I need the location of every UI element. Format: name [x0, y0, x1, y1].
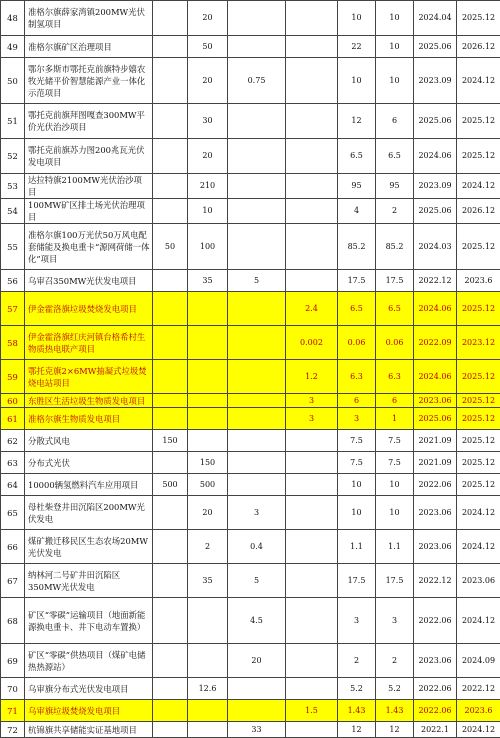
project-name: 10000辆氢燃料汽车应用项目 — [25, 474, 153, 496]
value-col-5: 85.2 — [338, 224, 376, 270]
value-col-3 — [228, 408, 286, 430]
end-date: 2024.09 — [457, 644, 500, 678]
value-col-6: 10 — [376, 474, 414, 496]
value-col-5: 10 — [338, 58, 376, 104]
table-row — [1, 58, 500, 104]
value-col-5: 95 — [338, 174, 376, 199]
value-col-2: 35 — [188, 564, 228, 598]
table-row — [1, 174, 500, 199]
value-col-6: 6.5 — [376, 292, 414, 326]
value-col-3 — [228, 292, 286, 326]
project-name: 乌审召350MW光伏发电项目 — [25, 270, 153, 292]
value-col-1 — [153, 292, 188, 326]
row-number: 50 — [1, 58, 25, 104]
value-col-1 — [153, 104, 188, 139]
value-col-1 — [153, 360, 188, 394]
value-col-3 — [228, 474, 286, 496]
row-number: 68 — [1, 598, 25, 644]
row-number: 70 — [1, 678, 25, 700]
value-col-6: 10 — [376, 1, 414, 36]
value-col-5: 10 — [338, 1, 376, 36]
end-date: 2024.12 — [457, 722, 500, 738]
value-col-1 — [153, 700, 188, 722]
value-col-3: 4.5 — [228, 598, 286, 644]
value-col-3 — [228, 104, 286, 139]
value-col-3: 5 — [228, 564, 286, 598]
value-col-1: 50 — [153, 224, 188, 270]
table-row — [1, 474, 500, 496]
table-row — [1, 199, 500, 224]
start-date: 2022.06 — [414, 474, 457, 496]
value-col-3: 0.4 — [228, 530, 286, 564]
table-row — [1, 598, 500, 644]
start-date: 2023.06 — [414, 530, 457, 564]
value-col-4: 3 — [286, 408, 338, 430]
project-name: 鄂托克旗2×6MW抽凝式垃圾焚烧电站项目 — [25, 360, 153, 394]
row-number: 52 — [1, 139, 25, 174]
table-row — [1, 394, 500, 408]
table-row — [1, 496, 500, 530]
end-date: 2025.12 — [457, 1, 500, 36]
value-col-2 — [188, 326, 228, 360]
end-date: 2024.12 — [457, 58, 500, 104]
start-date: 2025.06 — [414, 36, 457, 58]
project-name: 100MW矿区排土场光伏治理项目 — [25, 199, 153, 224]
start-date: 2022.06 — [414, 598, 457, 644]
value-col-5: 3 — [338, 598, 376, 644]
end-date: 2025.12 — [457, 408, 500, 430]
end-date: 2025.12 — [457, 430, 500, 452]
value-col-4 — [286, 496, 338, 530]
value-col-6: 12 — [376, 722, 414, 738]
start-date: 2024.03 — [414, 224, 457, 270]
table-row — [1, 530, 500, 564]
table-row — [1, 452, 500, 474]
end-date: 2025.12 — [457, 224, 500, 270]
value-col-4 — [286, 36, 338, 58]
value-col-6: 85.2 — [376, 224, 414, 270]
value-col-6: 6 — [376, 394, 414, 408]
start-date: 2024.06 — [414, 139, 457, 174]
value-col-2: 30 — [188, 104, 228, 139]
project-name: 乌审旗分布式光伏发电项目 — [25, 678, 153, 700]
start-date: 2024.06 — [414, 360, 457, 394]
value-col-1: 150 — [153, 430, 188, 452]
start-date: 2021.09 — [414, 430, 457, 452]
value-col-1 — [153, 174, 188, 199]
start-date: 2024.04 — [414, 1, 457, 36]
start-date: 2025.06 — [414, 199, 457, 224]
value-col-4: 3 — [286, 394, 338, 408]
project-name: 矿区“零碳”运输项目（地面新能源换电重卡、井下电动车置换） — [25, 598, 153, 644]
start-date: 2022.09 — [414, 326, 457, 360]
table-row — [1, 360, 500, 394]
value-col-4 — [286, 598, 338, 644]
value-col-3 — [228, 1, 286, 36]
value-col-3 — [228, 430, 286, 452]
value-col-4: 2.4 — [286, 292, 338, 326]
value-col-6: 1 — [376, 408, 414, 430]
table-row — [1, 1, 500, 36]
value-col-1 — [153, 36, 188, 58]
value-col-5: 6.3 — [338, 360, 376, 394]
end-date: 2024.12 — [457, 174, 500, 199]
project-name: 达拉特旗2100MW光伏治沙项目 — [25, 174, 153, 199]
value-col-4 — [286, 104, 338, 139]
value-col-6: 7.5 — [376, 452, 414, 474]
value-col-3 — [228, 36, 286, 58]
value-col-5: 2 — [338, 644, 376, 678]
table-row — [1, 292, 500, 326]
value-col-6: 6 — [376, 104, 414, 139]
project-name: 伊金霍洛旗红庆河镇台格希村生物质热电联产项目 — [25, 326, 153, 360]
end-date: 2024.12 — [457, 530, 500, 564]
value-col-2: 20 — [188, 496, 228, 530]
value-col-2 — [188, 430, 228, 452]
value-col-2 — [188, 644, 228, 678]
value-col-6: 10 — [376, 36, 414, 58]
value-col-1 — [153, 139, 188, 174]
value-col-1 — [153, 496, 188, 530]
project-name: 杭锦旗共享储能实证基地项目 — [25, 722, 153, 738]
value-col-6: 17.5 — [376, 270, 414, 292]
project-name: 鄂尔多斯市鄂托克前旗特步嬉农牧光储平价智慧能源产业一体化示范项目 — [25, 58, 153, 104]
value-col-2 — [188, 598, 228, 644]
row-number: 69 — [1, 644, 25, 678]
table-row — [1, 722, 500, 738]
value-col-6: 10 — [376, 496, 414, 530]
value-col-1 — [153, 270, 188, 292]
start-date: 2025.06 — [414, 104, 457, 139]
row-number: 61 — [1, 408, 25, 430]
value-col-5: 5.2 — [338, 678, 376, 700]
end-date: 2023.06 — [457, 564, 500, 598]
value-col-3: 33 — [228, 722, 286, 738]
value-col-2: 20 — [188, 139, 228, 174]
value-col-1 — [153, 394, 188, 408]
value-col-4 — [286, 1, 338, 36]
value-col-1 — [153, 58, 188, 104]
row-number: 48 — [1, 1, 25, 36]
value-col-2: 150 — [188, 452, 228, 474]
value-col-6: 2 — [376, 199, 414, 224]
table-row — [1, 408, 500, 430]
value-col-4 — [286, 474, 338, 496]
end-date: 2025.12 — [457, 292, 500, 326]
value-col-5: 4 — [338, 199, 376, 224]
project-name: 鄂托克前旗拜图嘎查300MW平价光伏治沙项目 — [25, 104, 153, 139]
table-row — [1, 270, 500, 292]
value-col-3 — [228, 360, 286, 394]
value-col-5: 10 — [338, 474, 376, 496]
value-col-6: 6.3 — [376, 360, 414, 394]
value-col-4 — [286, 722, 338, 738]
table-row — [1, 644, 500, 678]
value-col-1 — [153, 598, 188, 644]
end-date: 2023.6 — [457, 700, 500, 722]
value-col-2: 210 — [188, 174, 228, 199]
value-col-5: 6 — [338, 394, 376, 408]
end-date: 2023.6 — [457, 270, 500, 292]
value-col-6: 17.5 — [376, 564, 414, 598]
value-col-2 — [188, 408, 228, 430]
value-col-4: 0.002 — [286, 326, 338, 360]
value-col-3: 3 — [228, 496, 286, 530]
value-col-2 — [188, 722, 228, 738]
value-col-4 — [286, 678, 338, 700]
value-col-5: 7.5 — [338, 430, 376, 452]
value-col-4 — [286, 644, 338, 678]
value-col-2: 100 — [188, 224, 228, 270]
value-col-3 — [228, 394, 286, 408]
project-name: 母杜柴登井田沉陷区200MW光伏发电 — [25, 496, 153, 530]
value-col-1: 500 — [153, 474, 188, 496]
end-date: 2023.12 — [457, 326, 500, 360]
project-name: 准格尔旗矿区治理项目 — [25, 36, 153, 58]
row-number: 60 — [1, 394, 25, 408]
end-date: 2024.12 — [457, 496, 500, 530]
value-col-4 — [286, 224, 338, 270]
table-row — [1, 700, 500, 722]
value-col-6: 6.5 — [376, 139, 414, 174]
project-name: 东胜区生活垃圾生物质发电项目 — [25, 394, 153, 408]
value-col-3 — [228, 452, 286, 474]
value-col-4 — [286, 564, 338, 598]
end-date: 2022.12 — [457, 678, 500, 700]
value-col-1 — [153, 408, 188, 430]
start-date: 2023.06 — [414, 644, 457, 678]
value-col-1 — [153, 326, 188, 360]
value-col-4 — [286, 58, 338, 104]
end-date: 2025.12 — [457, 104, 500, 139]
value-col-4 — [286, 174, 338, 199]
value-col-2: 12.6 — [188, 678, 228, 700]
row-number: 53 — [1, 174, 25, 199]
value-col-5: 1.43 — [338, 700, 376, 722]
table-row — [1, 430, 500, 452]
value-col-5: 12 — [338, 104, 376, 139]
table-row — [1, 139, 500, 174]
value-col-1 — [153, 452, 188, 474]
value-col-2: 20 — [188, 58, 228, 104]
row-number: 51 — [1, 104, 25, 139]
value-col-6: 5.2 — [376, 678, 414, 700]
value-col-4 — [286, 430, 338, 452]
value-col-5: 17.5 — [338, 564, 376, 598]
value-col-2: 35 — [188, 270, 228, 292]
value-col-6: 1.43 — [376, 700, 414, 722]
row-number: 71 — [1, 700, 25, 722]
value-col-3: 0.75 — [228, 58, 286, 104]
value-col-1 — [153, 564, 188, 598]
value-col-2 — [188, 394, 228, 408]
project-name: 纳林河二号矿井田沉陷区350MW光伏发电 — [25, 564, 153, 598]
value-col-4 — [286, 139, 338, 174]
value-col-3: 5 — [228, 270, 286, 292]
value-col-3: 20 — [228, 644, 286, 678]
value-col-1 — [153, 530, 188, 564]
start-date: 2024.06 — [414, 292, 457, 326]
row-number: 67 — [1, 564, 25, 598]
row-number: 66 — [1, 530, 25, 564]
start-date: 2022.12 — [414, 270, 457, 292]
value-col-1 — [153, 678, 188, 700]
value-col-1 — [153, 199, 188, 224]
value-col-4: 1.2 — [286, 360, 338, 394]
value-col-6: 1.1 — [376, 530, 414, 564]
value-col-4 — [286, 270, 338, 292]
value-col-4 — [286, 199, 338, 224]
start-date: 2022.1 — [414, 722, 457, 738]
value-col-2: 2 — [188, 530, 228, 564]
project-name: 鄂托克前旗苏力图200兆瓦光伏发电项目 — [25, 139, 153, 174]
value-col-5: 3 — [338, 408, 376, 430]
value-col-5: 6.5 — [338, 292, 376, 326]
start-date: 2022.12 — [414, 564, 457, 598]
row-number: 55 — [1, 224, 25, 270]
start-date: 2023.09 — [414, 174, 457, 199]
row-number: 57 — [1, 292, 25, 326]
value-col-6: 2 — [376, 644, 414, 678]
value-col-5: 17.5 — [338, 270, 376, 292]
row-number: 54 — [1, 199, 25, 224]
project-name: 煤矿搬迁移民区生态农场20MW光伏发电 — [25, 530, 153, 564]
end-date: 2025.12 — [457, 474, 500, 496]
value-col-5: 0.06 — [338, 326, 376, 360]
table-row — [1, 104, 500, 139]
end-date: 2025.12 — [457, 452, 500, 474]
value-col-5: 12 — [338, 722, 376, 738]
value-col-2 — [188, 292, 228, 326]
value-col-3 — [228, 224, 286, 270]
end-date: 2024.12 — [457, 598, 500, 644]
value-col-6: 95 — [376, 174, 414, 199]
end-date: 2026.12 — [457, 36, 500, 58]
value-col-2: 500 — [188, 474, 228, 496]
row-number: 49 — [1, 36, 25, 58]
end-date: 2025.12 — [457, 394, 500, 408]
start-date: 2022.06 — [414, 700, 457, 722]
value-col-1 — [153, 722, 188, 738]
start-date: 2022.06 — [414, 678, 457, 700]
value-col-3 — [228, 199, 286, 224]
value-col-4 — [286, 530, 338, 564]
value-col-2: 20 — [188, 1, 228, 36]
value-col-3 — [228, 139, 286, 174]
value-col-5: 1.1 — [338, 530, 376, 564]
value-col-6: 7.5 — [376, 430, 414, 452]
table-row — [1, 678, 500, 700]
start-date: 2023.09 — [414, 58, 457, 104]
value-col-1 — [153, 644, 188, 678]
value-col-5: 6.5 — [338, 139, 376, 174]
value-col-5: 7.5 — [338, 452, 376, 474]
value-col-6: 0.06 — [376, 326, 414, 360]
start-date: 2023.06 — [414, 496, 457, 530]
value-col-4: 1.5 — [286, 700, 338, 722]
start-date: 2023.06 — [414, 394, 457, 408]
project-name: 分散式风电 — [25, 430, 153, 452]
row-number: 72 — [1, 722, 25, 738]
value-col-2 — [188, 360, 228, 394]
project-name: 乌审旗垃圾焚烧发电项目 — [25, 700, 153, 722]
value-col-2: 10 — [188, 199, 228, 224]
project-name: 分布式光伏 — [25, 452, 153, 474]
table-row — [1, 224, 500, 270]
value-col-5: 22 — [338, 36, 376, 58]
value-col-4 — [286, 452, 338, 474]
value-col-2 — [188, 700, 228, 722]
row-number: 56 — [1, 270, 25, 292]
project-name: 伊金霍洛旗垃圾焚烧发电项目 — [25, 292, 153, 326]
row-number: 63 — [1, 452, 25, 474]
table-body — [1, 1, 500, 738]
end-date: 2025.12 — [457, 139, 500, 174]
value-col-3 — [228, 174, 286, 199]
value-col-3 — [228, 678, 286, 700]
value-col-5: 10 — [338, 496, 376, 530]
end-date: 2026.12 — [457, 199, 500, 224]
table-row — [1, 564, 500, 598]
value-col-1 — [153, 1, 188, 36]
row-number: 65 — [1, 496, 25, 530]
value-col-2: 50 — [188, 36, 228, 58]
project-name: 准格尔旗生物质发电项目 — [25, 408, 153, 430]
project-name: 矿区“零碳”供热项目（煤矿电储热热源站） — [25, 644, 153, 678]
end-date: 2025.12 — [457, 360, 500, 394]
value-col-3 — [228, 326, 286, 360]
value-col-3 — [228, 700, 286, 722]
row-number: 64 — [1, 474, 25, 496]
value-col-6: 10 — [376, 58, 414, 104]
start-date: 2025.06 — [414, 408, 457, 430]
row-number: 62 — [1, 430, 25, 452]
table-row — [1, 326, 500, 360]
project-name: 准格尔旗薛家湾镇200MW光伏制氢项目 — [25, 1, 153, 36]
value-col-6: 3 — [376, 598, 414, 644]
start-date: 2021.09 — [414, 452, 457, 474]
row-number: 59 — [1, 360, 25, 394]
project-name: 准格尔旗100万光伏50万风电配套储能及换电重卡“源网荷储一体化”项目 — [25, 224, 153, 270]
row-number: 58 — [1, 326, 25, 360]
table-row — [1, 36, 500, 58]
